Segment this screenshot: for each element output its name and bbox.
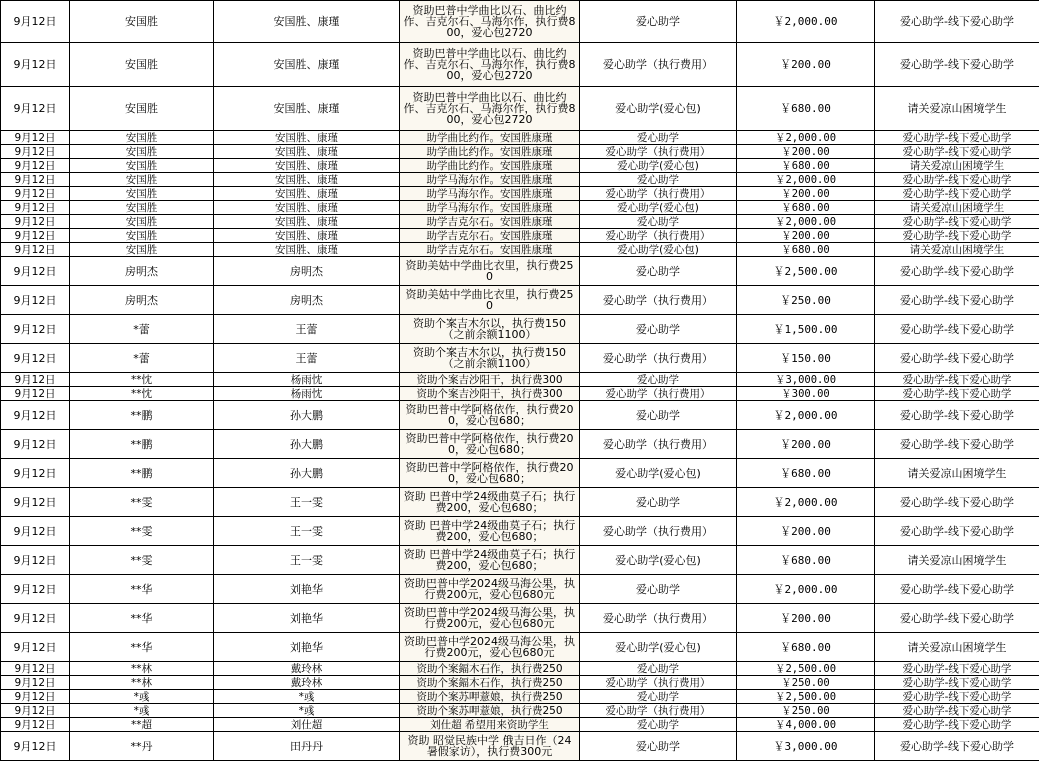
category-cell: 爱心助学（执行费用） bbox=[580, 387, 737, 401]
project-cell: 爱心助学-线下爱心助学 bbox=[875, 131, 1039, 145]
amount-cell: ￥200.00 bbox=[737, 604, 875, 633]
category-cell: 爱心助学 bbox=[580, 215, 737, 229]
amount-cell: ￥200.00 bbox=[737, 187, 875, 201]
table-row bbox=[1, 373, 1039, 387]
table-row bbox=[1, 430, 1039, 459]
date-cell: 9月12日 bbox=[1, 43, 70, 87]
table-row bbox=[1, 1, 1039, 43]
recipient-name-cell: 安国胜、康瑾 bbox=[214, 201, 400, 215]
recipient-name-cell: 安国胜、康瑾 bbox=[214, 215, 400, 229]
project-cell: 爱心助学-线下爱心助学 bbox=[875, 676, 1039, 690]
amount-cell: ￥2,500.00 bbox=[737, 662, 875, 676]
amount-cell: ￥2,500.00 bbox=[737, 257, 875, 286]
project-cell: 爱心助学-线下爱心助学 bbox=[875, 387, 1039, 401]
table-row bbox=[1, 159, 1039, 173]
table-row bbox=[1, 43, 1039, 87]
category-cell: 爱心助学（执行费用） bbox=[580, 145, 737, 159]
recipient-name-cell: *彧 bbox=[214, 690, 400, 704]
category-cell: 爱心助学（执行费用） bbox=[580, 43, 737, 87]
category-cell: 爱心助学（执行费用） bbox=[580, 430, 737, 459]
donor-cell: **林 bbox=[70, 662, 214, 676]
amount-cell: ￥200.00 bbox=[737, 43, 875, 87]
donor-cell: 安国胜 bbox=[70, 159, 214, 173]
recipient-name-cell: 王蕾 bbox=[214, 315, 400, 344]
category-cell: 爱心助学（执行费用） bbox=[580, 344, 737, 373]
recipient-name-cell: 王一雯 bbox=[214, 488, 400, 517]
table-row bbox=[1, 257, 1039, 286]
recipient-name-cell: 孙大鹏 bbox=[214, 459, 400, 488]
category-cell: 爱心助学 bbox=[580, 488, 737, 517]
description-cell: 助学马海尔作。安国胜康瑾 bbox=[400, 201, 580, 215]
table-row bbox=[1, 173, 1039, 187]
project-cell: 请关爱凉山困境学生 bbox=[875, 546, 1039, 575]
project-cell: 爱心助学-线下爱心助学 bbox=[875, 187, 1039, 201]
project-cell: 爱心助学-线下爱心助学 bbox=[875, 690, 1039, 704]
donor-cell: 房明杰 bbox=[70, 257, 214, 286]
recipient-name-cell: 安国胜、康瑾 bbox=[214, 173, 400, 187]
description-cell: 助学马海尔作。安国胜康瑾 bbox=[400, 173, 580, 187]
donor-cell: *蕾 bbox=[70, 344, 214, 373]
amount-cell: ￥250.00 bbox=[737, 286, 875, 315]
category-cell: 爱心助学（执行费用） bbox=[580, 676, 737, 690]
description-cell: 助学曲比约作。安国胜康瑾 bbox=[400, 131, 580, 145]
project-cell: 爱心助学-线下爱心助学 bbox=[875, 286, 1039, 315]
category-cell: 爱心助学 bbox=[580, 1, 737, 43]
recipient-name-cell: 刘艳华 bbox=[214, 575, 400, 604]
recipient-name-cell: 杨雨忱 bbox=[214, 373, 400, 387]
table-row bbox=[1, 401, 1039, 430]
description-cell: 资助巴普中学阿格依作，执行费200，爱心包680； bbox=[400, 459, 580, 488]
project-cell: 请关爱凉山困境学生 bbox=[875, 201, 1039, 215]
description-cell: 资助个案吉沙阳干，执行费300 bbox=[400, 373, 580, 387]
date-cell: 9月12日 bbox=[1, 732, 70, 761]
table-row bbox=[1, 704, 1039, 718]
description-cell: 资助个案吉沙阳干，执行费300 bbox=[400, 387, 580, 401]
project-cell: 爱心助学-线下爱心助学 bbox=[875, 215, 1039, 229]
category-cell: 爱心助学(爱心包) bbox=[580, 201, 737, 215]
date-cell: 9月12日 bbox=[1, 229, 70, 243]
category-cell: 爱心助学（执行费用） bbox=[580, 604, 737, 633]
category-cell: 爱心助学（执行费用） bbox=[580, 517, 737, 546]
description-cell: 资助 昭觉民族中学 俄吉日作（24暑假家访），执行费300元 bbox=[400, 732, 580, 761]
amount-cell: ￥2,000.00 bbox=[737, 575, 875, 604]
table-row bbox=[1, 87, 1039, 131]
table-row bbox=[1, 604, 1039, 633]
donor-cell: 安国胜 bbox=[70, 1, 214, 43]
amount-cell: ￥2,000.00 bbox=[737, 488, 875, 517]
description-cell: 资助个案吉木尔以，执行费150（之前余额1100） bbox=[400, 344, 580, 373]
date-cell: 9月12日 bbox=[1, 604, 70, 633]
recipient-name-cell: 安国胜、康瑾 bbox=[214, 131, 400, 145]
description-cell: 资助个案苏呷薏娘，执行费250 bbox=[400, 690, 580, 704]
category-cell: 爱心助学 bbox=[580, 732, 737, 761]
amount-cell: ￥3,000.00 bbox=[737, 373, 875, 387]
project-cell: 请关爱凉山困境学生 bbox=[875, 633, 1039, 662]
table-row bbox=[1, 387, 1039, 401]
recipient-name-cell: 安国胜、康瑾 bbox=[214, 1, 400, 43]
project-cell: 爱心助学-线下爱心助学 bbox=[875, 315, 1039, 344]
project-cell: 请关爱凉山困境学生 bbox=[875, 159, 1039, 173]
description-cell: 资助巴普中学曲比以石、曲比约作、吉克尔石、马海尔作，执行费800，爱心包2720 bbox=[400, 87, 580, 131]
description-cell: 资助 巴普中学24级曲莫子石；执行费200，爱心包680； bbox=[400, 488, 580, 517]
table-row bbox=[1, 546, 1039, 575]
date-cell: 9月12日 bbox=[1, 676, 70, 690]
amount-cell: ￥680.00 bbox=[737, 159, 875, 173]
description-cell: 资助美姑中学曲比衣里，执行费250 bbox=[400, 257, 580, 286]
date-cell: 9月12日 bbox=[1, 173, 70, 187]
recipient-name-cell: 刘仕超 bbox=[214, 718, 400, 732]
recipient-name-cell: 孙大鹏 bbox=[214, 401, 400, 430]
project-cell: 爱心助学-线下爱心助学 bbox=[875, 488, 1039, 517]
donor-cell: **丹 bbox=[70, 732, 214, 761]
date-cell: 9月12日 bbox=[1, 344, 70, 373]
amount-cell: ￥2,000.00 bbox=[737, 1, 875, 43]
date-cell: 9月12日 bbox=[1, 145, 70, 159]
date-cell: 9月12日 bbox=[1, 1, 70, 43]
donor-cell: *彧 bbox=[70, 690, 214, 704]
category-cell: 爱心助学（执行费用） bbox=[580, 187, 737, 201]
recipient-name-cell: 刘艳华 bbox=[214, 633, 400, 662]
category-cell: 爱心助学(爱心包) bbox=[580, 243, 737, 257]
donor-cell: *彧 bbox=[70, 704, 214, 718]
description-cell: 资助巴普中学阿格依作，执行费200，爱心包680； bbox=[400, 430, 580, 459]
category-cell: 爱心助学 bbox=[580, 662, 737, 676]
amount-cell: ￥150.00 bbox=[737, 344, 875, 373]
date-cell: 9月12日 bbox=[1, 131, 70, 145]
recipient-name-cell: 安国胜、康瑾 bbox=[214, 145, 400, 159]
date-cell: 9月12日 bbox=[1, 401, 70, 430]
date-cell: 9月12日 bbox=[1, 257, 70, 286]
table-row bbox=[1, 517, 1039, 546]
donor-cell: **华 bbox=[70, 633, 214, 662]
amount-cell: ￥680.00 bbox=[737, 201, 875, 215]
donor-cell: **雯 bbox=[70, 517, 214, 546]
recipient-name-cell: 安国胜、康瑾 bbox=[214, 229, 400, 243]
project-cell: 爱心助学-线下爱心助学 bbox=[875, 43, 1039, 87]
amount-cell: ￥250.00 bbox=[737, 676, 875, 690]
project-cell: 爱心助学-线下爱心助学 bbox=[875, 401, 1039, 430]
amount-cell: ￥2,000.00 bbox=[737, 131, 875, 145]
recipient-name-cell: 田丹丹 bbox=[214, 732, 400, 761]
category-cell: 爱心助学 bbox=[580, 173, 737, 187]
description-cell: 助学曲比约作。安国胜康瑾 bbox=[400, 159, 580, 173]
category-cell: 爱心助学（执行费用） bbox=[580, 229, 737, 243]
table-row bbox=[1, 344, 1039, 373]
amount-cell: ￥200.00 bbox=[737, 229, 875, 243]
date-cell: 9月12日 bbox=[1, 575, 70, 604]
category-cell: 爱心助学(爱心包) bbox=[580, 546, 737, 575]
amount-cell: ￥4,000.00 bbox=[737, 718, 875, 732]
category-cell: 爱心助学(爱心包) bbox=[580, 633, 737, 662]
donor-cell: **忱 bbox=[70, 387, 214, 401]
donor-cell: 安国胜 bbox=[70, 187, 214, 201]
date-cell: 9月12日 bbox=[1, 718, 70, 732]
project-cell: 爱心助学-线下爱心助学 bbox=[875, 373, 1039, 387]
category-cell: 爱心助学(爱心包) bbox=[580, 159, 737, 173]
date-cell: 9月12日 bbox=[1, 633, 70, 662]
description-cell: 资助巴普中学2024级马海公果，执行费200元，爱心包680元 bbox=[400, 575, 580, 604]
recipient-name-cell: 安国胜、康瑾 bbox=[214, 87, 400, 131]
date-cell: 9月12日 bbox=[1, 459, 70, 488]
amount-cell: ￥200.00 bbox=[737, 430, 875, 459]
table-row bbox=[1, 633, 1039, 662]
description-cell: 资助巴普中学2024级马海公果，执行费200元，爱心包680元 bbox=[400, 633, 580, 662]
date-cell: 9月12日 bbox=[1, 430, 70, 459]
recipient-name-cell: 安国胜、康瑾 bbox=[214, 243, 400, 257]
project-cell: 请关爱凉山困境学生 bbox=[875, 243, 1039, 257]
project-cell: 爱心助学-线下爱心助学 bbox=[875, 575, 1039, 604]
table-row bbox=[1, 243, 1039, 257]
donor-cell: 安国胜 bbox=[70, 173, 214, 187]
category-cell: 爱心助学 bbox=[580, 401, 737, 430]
recipient-name-cell: 刘艳华 bbox=[214, 604, 400, 633]
table-row bbox=[1, 690, 1039, 704]
recipient-name-cell: 孙大鹏 bbox=[214, 430, 400, 459]
description-cell: 资助巴普中学曲比以石、曲比约作、吉克尔石、马海尔作，执行费800，爱心包2720 bbox=[400, 1, 580, 43]
date-cell: 9月12日 bbox=[1, 517, 70, 546]
project-cell: 爱心助学-线下爱心助学 bbox=[875, 344, 1039, 373]
recipient-name-cell: 王一雯 bbox=[214, 546, 400, 575]
category-cell: 爱心助学 bbox=[580, 690, 737, 704]
category-cell: 爱心助学（执行费用） bbox=[580, 704, 737, 718]
date-cell: 9月12日 bbox=[1, 373, 70, 387]
date-cell: 9月12日 bbox=[1, 546, 70, 575]
project-cell: 爱心助学-线下爱心助学 bbox=[875, 257, 1039, 286]
amount-cell: ￥3,000.00 bbox=[737, 732, 875, 761]
category-cell: 爱心助学(爱心包) bbox=[580, 87, 737, 131]
table-row bbox=[1, 131, 1039, 145]
description-cell: 资助 巴普中学24级曲莫子石；执行费200，爱心包680； bbox=[400, 517, 580, 546]
category-cell: 爱心助学（执行费用） bbox=[580, 286, 737, 315]
category-cell: 爱心助学 bbox=[580, 315, 737, 344]
date-cell: 9月12日 bbox=[1, 215, 70, 229]
donor-cell: **雯 bbox=[70, 488, 214, 517]
description-cell: 资助巴普中学2024级马海公果，执行费200元，爱心包680元 bbox=[400, 604, 580, 633]
project-cell: 爱心助学-线下爱心助学 bbox=[875, 430, 1039, 459]
table-row bbox=[1, 676, 1039, 690]
category-cell: 爱心助学 bbox=[580, 575, 737, 604]
donor-cell: 安国胜 bbox=[70, 215, 214, 229]
table-row bbox=[1, 662, 1039, 676]
recipient-name-cell: 王一雯 bbox=[214, 517, 400, 546]
table-row bbox=[1, 732, 1039, 761]
project-cell: 爱心助学-线下爱心助学 bbox=[875, 1, 1039, 43]
donor-cell: **华 bbox=[70, 604, 214, 633]
project-cell: 爱心助学-线下爱心助学 bbox=[875, 173, 1039, 187]
amount-cell: ￥300.00 bbox=[737, 387, 875, 401]
table-row bbox=[1, 315, 1039, 344]
recipient-name-cell: 戴玲林 bbox=[214, 676, 400, 690]
donor-cell: **鹏 bbox=[70, 401, 214, 430]
project-cell: 请关爱凉山困境学生 bbox=[875, 87, 1039, 131]
date-cell: 9月12日 bbox=[1, 87, 70, 131]
table-row bbox=[1, 187, 1039, 201]
date-cell: 9月12日 bbox=[1, 315, 70, 344]
recipient-name-cell: 杨雨忱 bbox=[214, 387, 400, 401]
donor-cell: *蕾 bbox=[70, 315, 214, 344]
donor-cell: **鹏 bbox=[70, 459, 214, 488]
recipient-name-cell: *彧 bbox=[214, 704, 400, 718]
description-cell: 资助巴普中学曲比以石、曲比约作、吉克尔石、马海尔作，执行费800，爱心包2720 bbox=[400, 43, 580, 87]
donor-cell: **鹏 bbox=[70, 430, 214, 459]
project-cell: 爱心助学-线下爱心助学 bbox=[875, 604, 1039, 633]
table-row bbox=[1, 229, 1039, 243]
category-cell: 爱心助学(爱心包) bbox=[580, 459, 737, 488]
date-cell: 9月12日 bbox=[1, 704, 70, 718]
donor-cell: **林 bbox=[70, 676, 214, 690]
description-cell: 刘仕超 希望用来资助学生 bbox=[400, 718, 580, 732]
description-cell: 资助 巴普中学24级曲莫子石；执行费200，爱心包680； bbox=[400, 546, 580, 575]
table-row bbox=[1, 718, 1039, 732]
table-row bbox=[1, 201, 1039, 215]
recipient-name-cell: 房明杰 bbox=[214, 257, 400, 286]
donor-cell: 安国胜 bbox=[70, 145, 214, 159]
donor-cell: **华 bbox=[70, 575, 214, 604]
donor-cell: 安国胜 bbox=[70, 87, 214, 131]
donor-cell: **超 bbox=[70, 718, 214, 732]
description-cell: 资助个案苏呷薏娘，执行费250 bbox=[400, 704, 580, 718]
recipient-name-cell: 房明杰 bbox=[214, 286, 400, 315]
date-cell: 9月12日 bbox=[1, 243, 70, 257]
category-cell: 爱心助学 bbox=[580, 257, 737, 286]
amount-cell: ￥680.00 bbox=[737, 459, 875, 488]
date-cell: 9月12日 bbox=[1, 201, 70, 215]
category-cell: 爱心助学 bbox=[580, 718, 737, 732]
table-row bbox=[1, 145, 1039, 159]
date-cell: 9月12日 bbox=[1, 159, 70, 173]
amount-cell: ￥2,000.00 bbox=[737, 401, 875, 430]
table-row bbox=[1, 575, 1039, 604]
description-cell: 资助个案鍢木石作，执行费250 bbox=[400, 662, 580, 676]
amount-cell: ￥200.00 bbox=[737, 145, 875, 159]
recipient-name-cell: 戴玲林 bbox=[214, 662, 400, 676]
project-cell: 爱心助学-线下爱心助学 bbox=[875, 718, 1039, 732]
amount-cell: ￥2,500.00 bbox=[737, 690, 875, 704]
description-cell: 资助美姑中学曲比衣里，执行费250 bbox=[400, 286, 580, 315]
amount-cell: ￥2,000.00 bbox=[737, 215, 875, 229]
table-row bbox=[1, 286, 1039, 315]
donor-cell: 安国胜 bbox=[70, 201, 214, 215]
date-cell: 9月12日 bbox=[1, 387, 70, 401]
project-cell: 爱心助学-线下爱心助学 bbox=[875, 517, 1039, 546]
amount-cell: ￥680.00 bbox=[737, 87, 875, 131]
amount-cell: ￥2,000.00 bbox=[737, 173, 875, 187]
date-cell: 9月12日 bbox=[1, 286, 70, 315]
donor-cell: **忱 bbox=[70, 373, 214, 387]
description-cell: 资助个案鍢木石作，执行费250 bbox=[400, 676, 580, 690]
amount-cell: ￥200.00 bbox=[737, 517, 875, 546]
donor-cell: **雯 bbox=[70, 546, 214, 575]
project-cell: 爱心助学-线下爱心助学 bbox=[875, 662, 1039, 676]
donor-cell: 安国胜 bbox=[70, 243, 214, 257]
description-cell: 资助个案吉木尔以，执行费150（之前余额1100） bbox=[400, 315, 580, 344]
amount-cell: ￥680.00 bbox=[737, 243, 875, 257]
table-row bbox=[1, 215, 1039, 229]
project-cell: 爱心助学-线下爱心助学 bbox=[875, 229, 1039, 243]
donor-cell: 房明杰 bbox=[70, 286, 214, 315]
amount-cell: ￥250.00 bbox=[737, 704, 875, 718]
table-body bbox=[1, 1, 1039, 761]
date-cell: 9月12日 bbox=[1, 690, 70, 704]
donor-cell: 安国胜 bbox=[70, 229, 214, 243]
table-row bbox=[1, 488, 1039, 517]
recipient-name-cell: 王蕾 bbox=[214, 344, 400, 373]
project-cell: 爱心助学-线下爱心助学 bbox=[875, 704, 1039, 718]
amount-cell: ￥680.00 bbox=[737, 633, 875, 662]
amount-cell: ￥680.00 bbox=[737, 546, 875, 575]
project-cell: 爱心助学-线下爱心助学 bbox=[875, 145, 1039, 159]
description-cell: 助学吉克尔石。安国胜康瑾 bbox=[400, 243, 580, 257]
project-cell: 请关爱凉山困境学生 bbox=[875, 459, 1039, 488]
date-cell: 9月12日 bbox=[1, 662, 70, 676]
amount-cell: ￥1,500.00 bbox=[737, 315, 875, 344]
description-cell: 助学吉克尔石。安国胜康瑾 bbox=[400, 229, 580, 243]
project-cell: 爱心助学-线下爱心助学 bbox=[875, 732, 1039, 761]
description-cell: 助学曲比约作。安国胜康瑾 bbox=[400, 145, 580, 159]
recipient-name-cell: 安国胜、康瑾 bbox=[214, 43, 400, 87]
category-cell: 爱心助学 bbox=[580, 373, 737, 387]
description-cell: 助学吉克尔石。安国胜康瑾 bbox=[400, 215, 580, 229]
recipient-name-cell: 安国胜、康瑾 bbox=[214, 187, 400, 201]
category-cell: 爱心助学 bbox=[580, 131, 737, 145]
description-cell: 助学马海尔作。安国胜康瑾 bbox=[400, 187, 580, 201]
recipient-name-cell: 安国胜、康瑾 bbox=[214, 159, 400, 173]
description-cell: 资助巴普中学阿格依作，执行费200，爱心包680； bbox=[400, 401, 580, 430]
table-row bbox=[1, 459, 1039, 488]
date-cell: 9月12日 bbox=[1, 187, 70, 201]
date-cell: 9月12日 bbox=[1, 488, 70, 517]
donor-cell: 安国胜 bbox=[70, 131, 214, 145]
donor-cell: 安国胜 bbox=[70, 43, 214, 87]
